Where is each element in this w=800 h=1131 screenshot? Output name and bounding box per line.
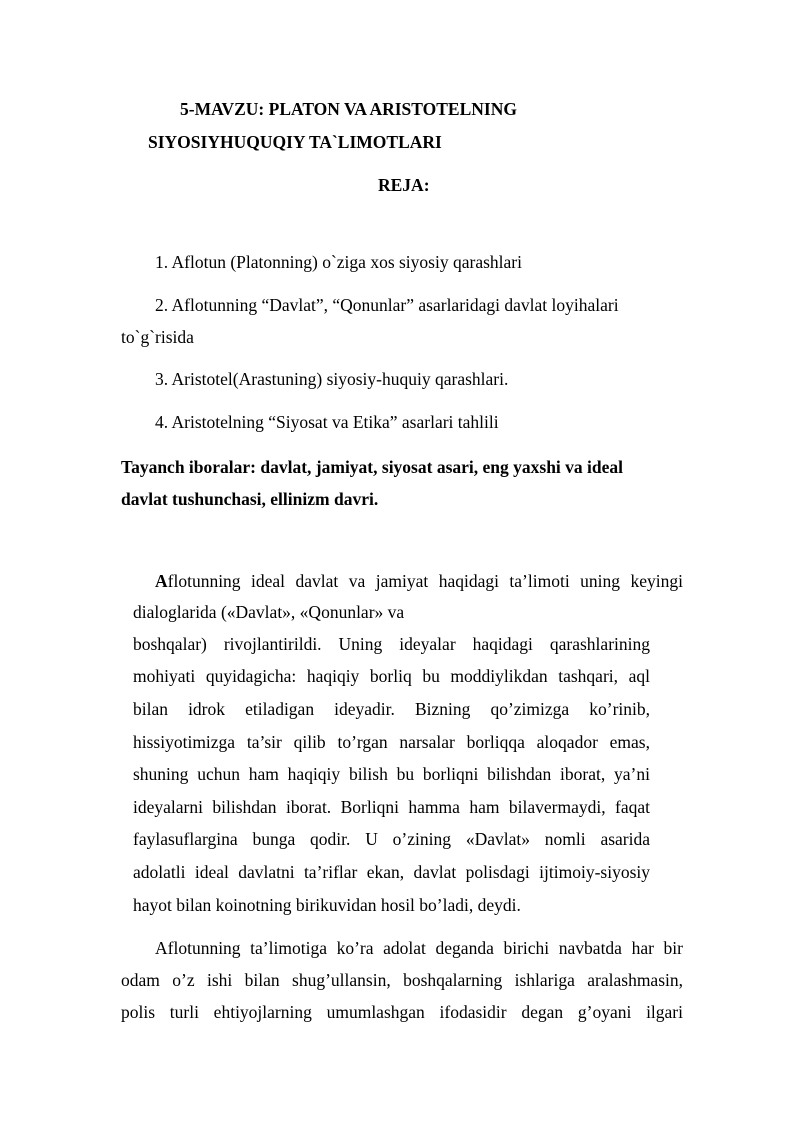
- paragraph-1-line-7: shuning uchun ham haqiqiy bilish bu borliqni bilishdan iborat, ya’ni: [133, 764, 650, 784]
- paragraph-1-line-5: bilan idrok etiladigan ideyadir. Bizning qo’zimizga ko’rinib,: [133, 699, 650, 719]
- plan-item-4: 4. Aristotelning “Siyosat va Etika” asarlari tahlili: [155, 412, 499, 432]
- paragraph-1-line-2: dialoglarida («Davlat», «Qonunlar» va: [133, 602, 405, 622]
- paragraph-2-line-3: polis turli ehtiyojlarning umumlashgan ifodasidir degan g’oyani ilgari: [121, 1002, 683, 1022]
- paragraph-1-line-1: [155, 570, 683, 592]
- dropcap-letter: A: [155, 571, 168, 591]
- paragraph-1-line-8: ideyalarni bilishdan iborat. Borliqni hamma ham bilavermaydi, faqat: [133, 797, 650, 817]
- keywords-line-1: Tayanch iboralar: davlat, jamiyat, siyosat asari, eng yaxshi va ideal: [121, 457, 624, 477]
- plan-item-3: 3. Aristotel(Arastuning) siyosiy-huquiy qarashlari.: [155, 369, 509, 389]
- paragraph-1-line-3: boshqalar) rivojlantirildi. Uning ideyalar haqidagi qarashlarining: [133, 634, 650, 654]
- title-line-1: 5-MAVZU: PLATON VA ARISTOTELNING: [180, 99, 517, 119]
- title-line-2: SIYOSIYHUQUQIY TA`LIMOTLARI: [148, 132, 442, 152]
- plan-heading: REJA:: [378, 175, 430, 195]
- paragraph-1-first-line: flotunning ideal davlat va jamiyat haqidagi ta’limoti uning keyingi: [167, 571, 683, 591]
- paragraph-1-line-9: faylasuflargina bunga qodir. U o’zining «Davlat» nomli asarida: [133, 829, 650, 849]
- paragraph-1-line-4: mohiyati quyidagicha: haqiqiy borliq bu moddiylikdan tashqari, aql: [133, 666, 650, 686]
- paragraph-2-line-1: Aflotunning ta’limotiga ko’ra adolat deganda birichi navbatda har bir: [155, 938, 683, 958]
- paragraph-1-line-10: adolatli ideal davlatni ta’riflar ekan, davlat polisdagi ijtimoiy-siyosiy: [133, 862, 650, 882]
- plan-item-2-continuation: to`g`risida: [121, 327, 194, 347]
- paragraph-1-line-6: hissiyotimizga ta’sir qilib to’rgan narsalar borliqqa aloqador emas,: [133, 732, 650, 752]
- plan-item-1: 1. Aflotun (Platonning) o`ziga xos siyosiy qarashlari: [155, 252, 522, 272]
- plan-item-2: 2. Aflotunning “Davlat”, “Qonunlar” asarlaridagi davlat loyihalari: [155, 295, 619, 315]
- paragraph-1-line-11: hayot bilan koinotning birikuvidan hosil bo’ladi, deydi.: [133, 895, 521, 915]
- paragraph-2-line-2: odam o’z ishi bilan shug’ullansin, boshqalarning ishlariga aralashmasin,: [121, 970, 683, 990]
- keywords-line-2: davlat tushunchasi, ellinizm davri.: [121, 489, 379, 509]
